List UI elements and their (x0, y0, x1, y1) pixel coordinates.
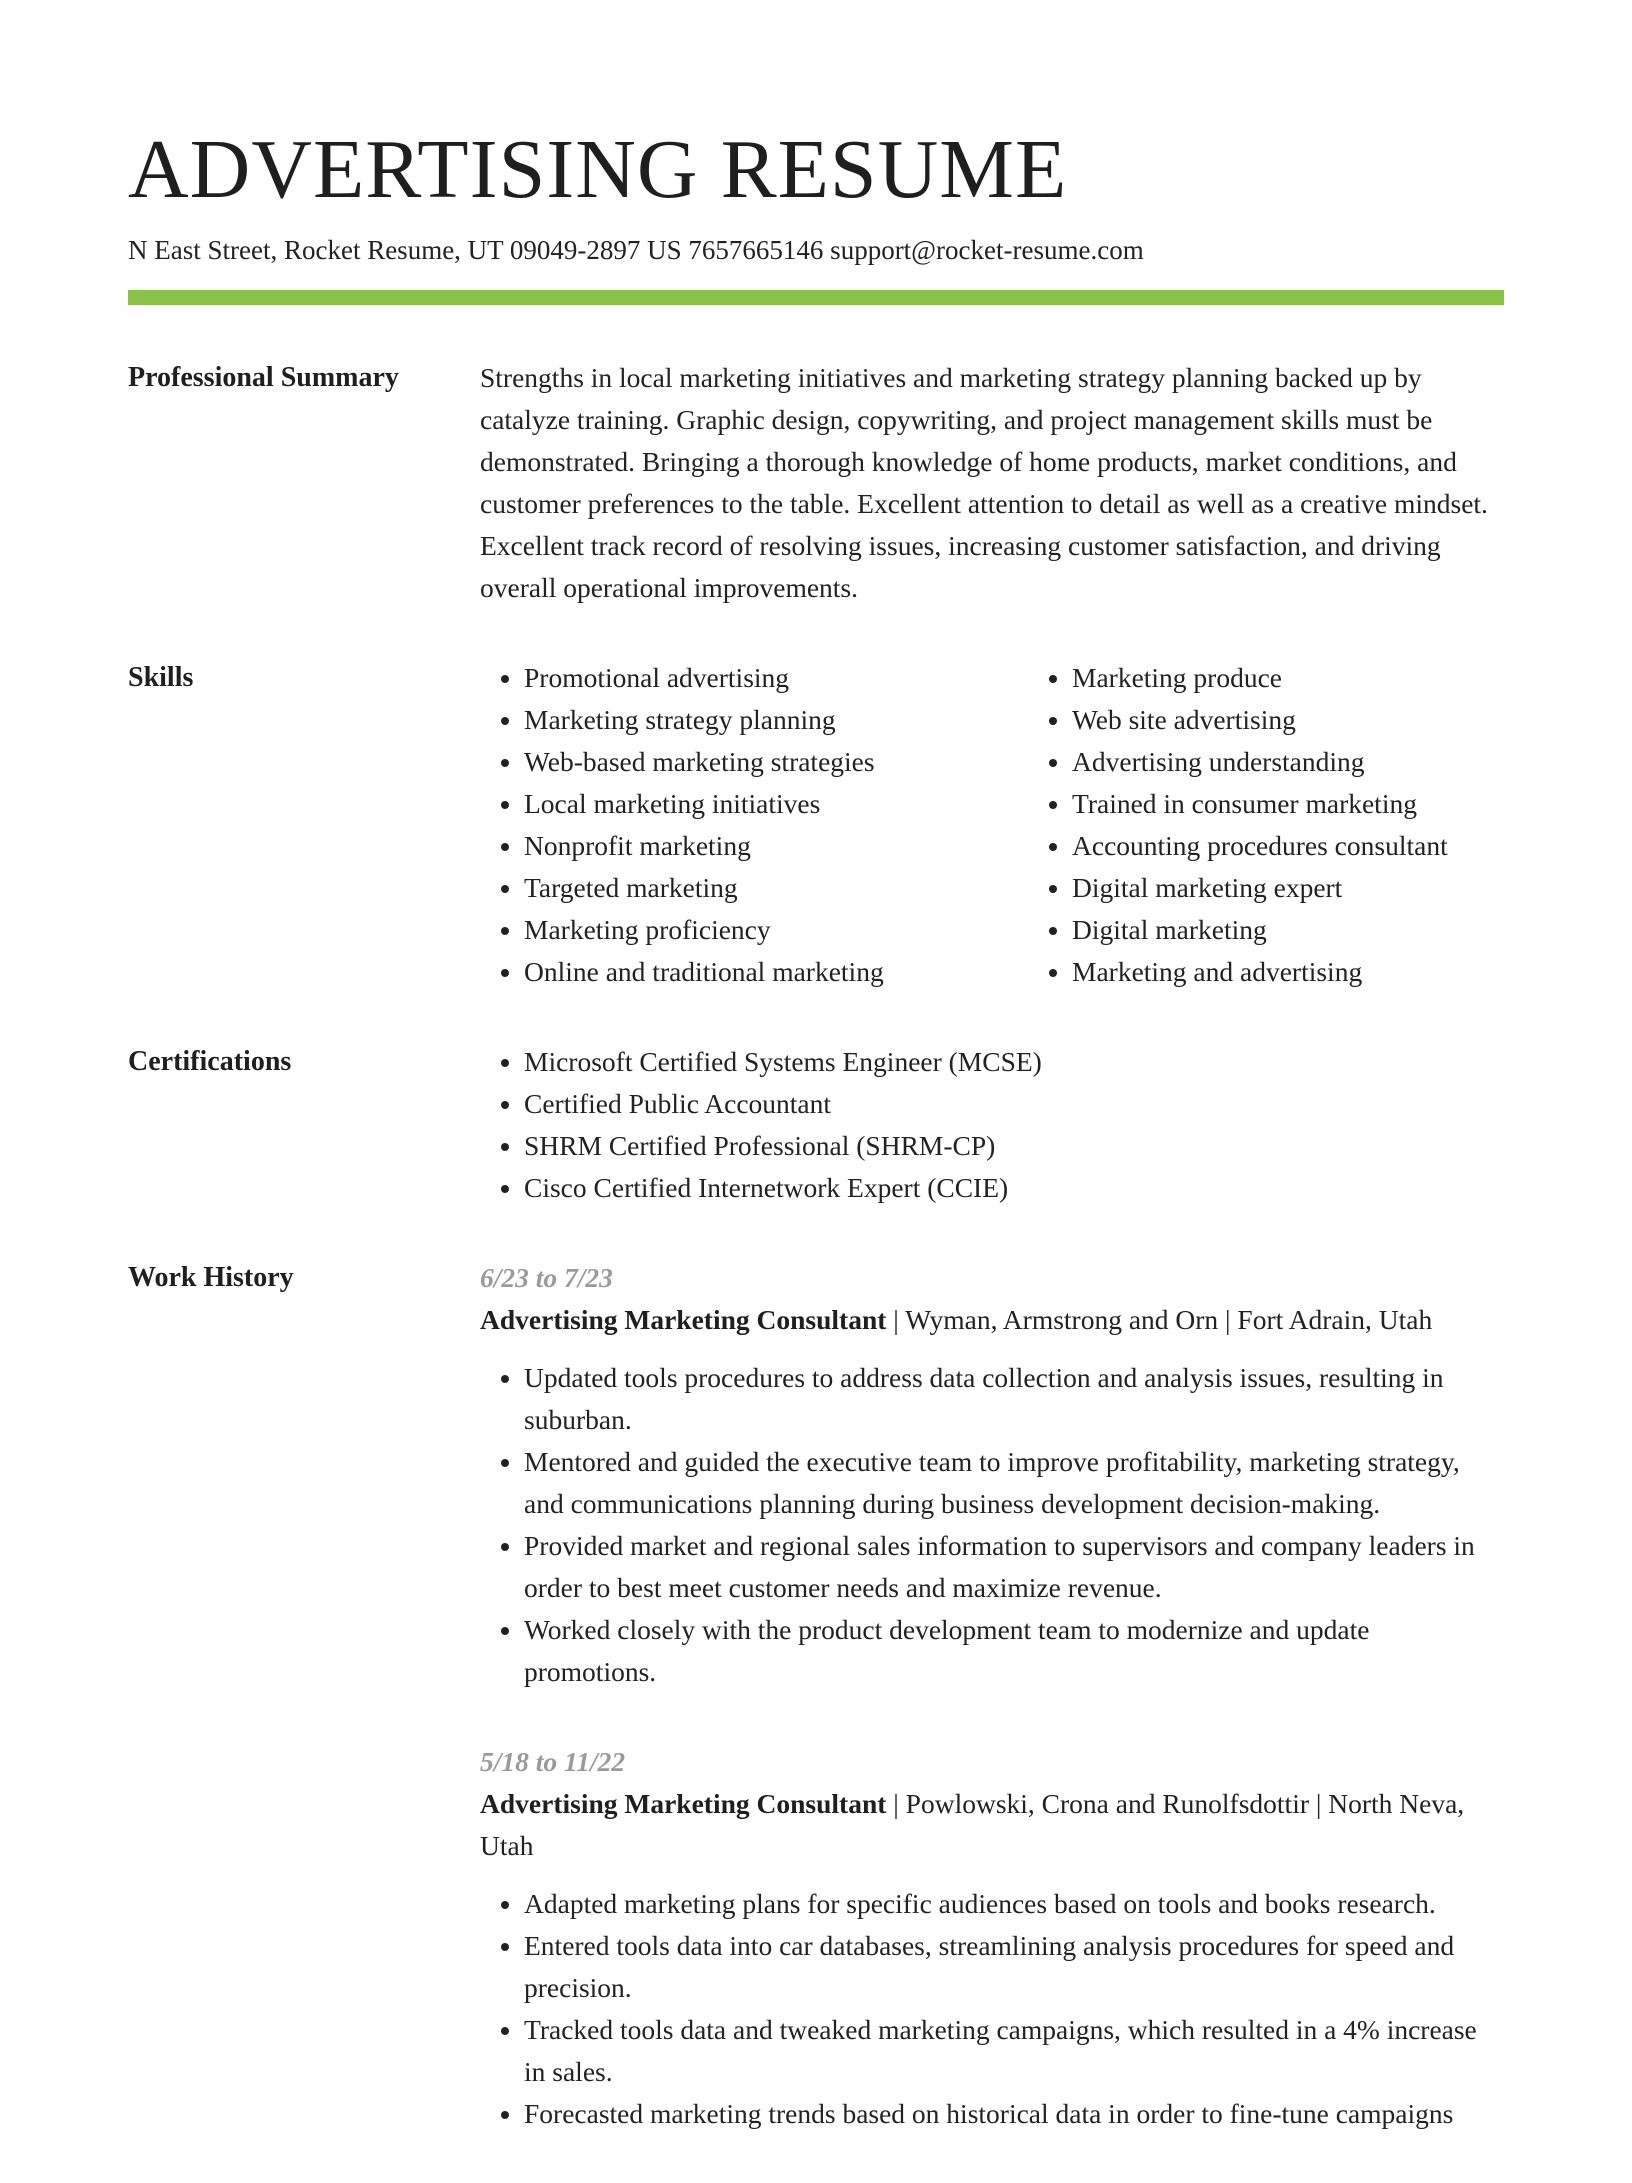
job-heading (480, 1783, 1504, 1867)
skill-item: • Marketing proficiency (524, 909, 1028, 951)
skill-item: • Nonprofit marketing (524, 825, 1028, 867)
job-dates: 6/23 to 7/23 (480, 1262, 613, 1293)
skill-item: • Advertising understanding (1072, 741, 1576, 783)
certifications-section (128, 1041, 1504, 1209)
skill-item: • Trained in consumer marketing (1072, 783, 1576, 825)
skills-columns (480, 657, 1576, 993)
skills-column-2 (1028, 657, 1576, 993)
skill-item: • Digital marketing (1072, 909, 1576, 951)
skill-item: • Marketing produce (1072, 657, 1576, 699)
skill-item: • Web-based marketing strategies (524, 741, 1028, 783)
job-dates: 5/18 to 11/22 (480, 1746, 626, 1777)
job-title: Advertising Marketing Consultant (480, 1304, 887, 1335)
certification-item: • Certified Public Accountant (524, 1083, 1504, 1125)
job-entry (480, 1741, 1504, 2135)
job-entry (480, 1257, 1504, 1693)
job-heading (480, 1299, 1504, 1341)
job-bullet: • Tracked tools data and tweaked marketing campaigns, which resulted in a 4% increase in sales. (524, 2009, 1504, 2093)
summary-text: Strengths in local marketing initiatives and marketing strategy planning backed up by catalyze training. Graphic design, copywriting, and project management skills must be demonstrated. Bringing a thorough knowledge of home products, market conditions, and customer preferences to the table. Excellent attention to detail as well as a creative mindset. Excellent track record of resolving issues, increasing customer satisfaction, and driving overall operational improvements. (480, 362, 1488, 603)
skill-item: • Web site advertising (1072, 699, 1576, 741)
skills-body (480, 657, 1576, 993)
skills-section (128, 657, 1504, 993)
work-history-body (480, 1257, 1504, 2183)
job-bullets (480, 1883, 1504, 2135)
job-bullet: • Forecasted marketing trends based on historical data in order to fine-tune campaigns (524, 2093, 1504, 2135)
certifications-list (480, 1041, 1504, 1209)
skill-item: • Promotional advertising (524, 657, 1028, 699)
skill-item: • Marketing strategy planning (524, 699, 1028, 741)
job-bullets (480, 1357, 1504, 1693)
summary-label: Professional Summary (128, 362, 399, 393)
summary-section (128, 357, 1504, 609)
resume-page (128, 118, 1504, 2183)
job-employer-location: | Wyman, Armstrong and Orn | Fort Adrain, Utah (886, 1304, 1433, 1335)
certification-item: • Microsoft Certified Systems Engineer (MCSE) (524, 1041, 1504, 1083)
skills-label: Skills (128, 662, 194, 693)
certifications-label: Certifications (128, 1046, 292, 1077)
work-history-section (128, 1257, 1504, 2183)
skill-item: • Marketing and advertising (1072, 951, 1576, 993)
resume-title: ADVERTISING RESUME (128, 123, 1068, 216)
skill-item: • Digital marketing expert (1072, 867, 1576, 909)
certifications-body (480, 1041, 1504, 1209)
job-bullet: • Entered tools data into car databases, streamlining analysis procedures for speed and precision. (524, 1925, 1504, 2009)
certification-item: • SHRM Certified Professional (SHRM-CP) (524, 1125, 1504, 1167)
job-bullet: • Worked closely with the product development team to modernize and update promotions. (524, 1609, 1504, 1693)
work-history-label: Work History (128, 1262, 294, 1293)
skills-column-1 (480, 657, 1028, 993)
job-bullet: • Mentored and guided the executive team to improve profitability, marketing strategy, and communications planning during business development decision-making. (524, 1441, 1504, 1525)
header-divider (128, 290, 1504, 305)
contact-info: N East Street, Rocket Resume, UT 09049-2897 US 7657665146 support@rocket-resume.com (128, 235, 1144, 265)
skill-item: • Accounting procedures consultant (1072, 825, 1576, 867)
certification-item: • Cisco Certified Internetwork Expert (CCIE) (524, 1167, 1504, 1209)
job-bullet: • Updated tools procedures to address data collection and analysis issues, resulting in suburban. (524, 1357, 1504, 1441)
summary-body (480, 357, 1504, 609)
job-employer-location: | Powlowski, Crona and Runolfsdottir | North Neva, Utah (480, 1788, 1465, 1861)
skill-item: • Local marketing initiatives (524, 783, 1028, 825)
skill-item: • Online and traditional marketing (524, 951, 1028, 993)
job-title: Advertising Marketing Consultant (480, 1788, 887, 1819)
skill-item: • Targeted marketing (524, 867, 1028, 909)
job-bullet: • Adapted marketing plans for specific audiences based on tools and books research. (524, 1883, 1504, 1925)
job-bullet: • Provided market and regional sales information to supervisors and company leaders in order to best meet customer needs and maximize revenue. (524, 1525, 1504, 1609)
